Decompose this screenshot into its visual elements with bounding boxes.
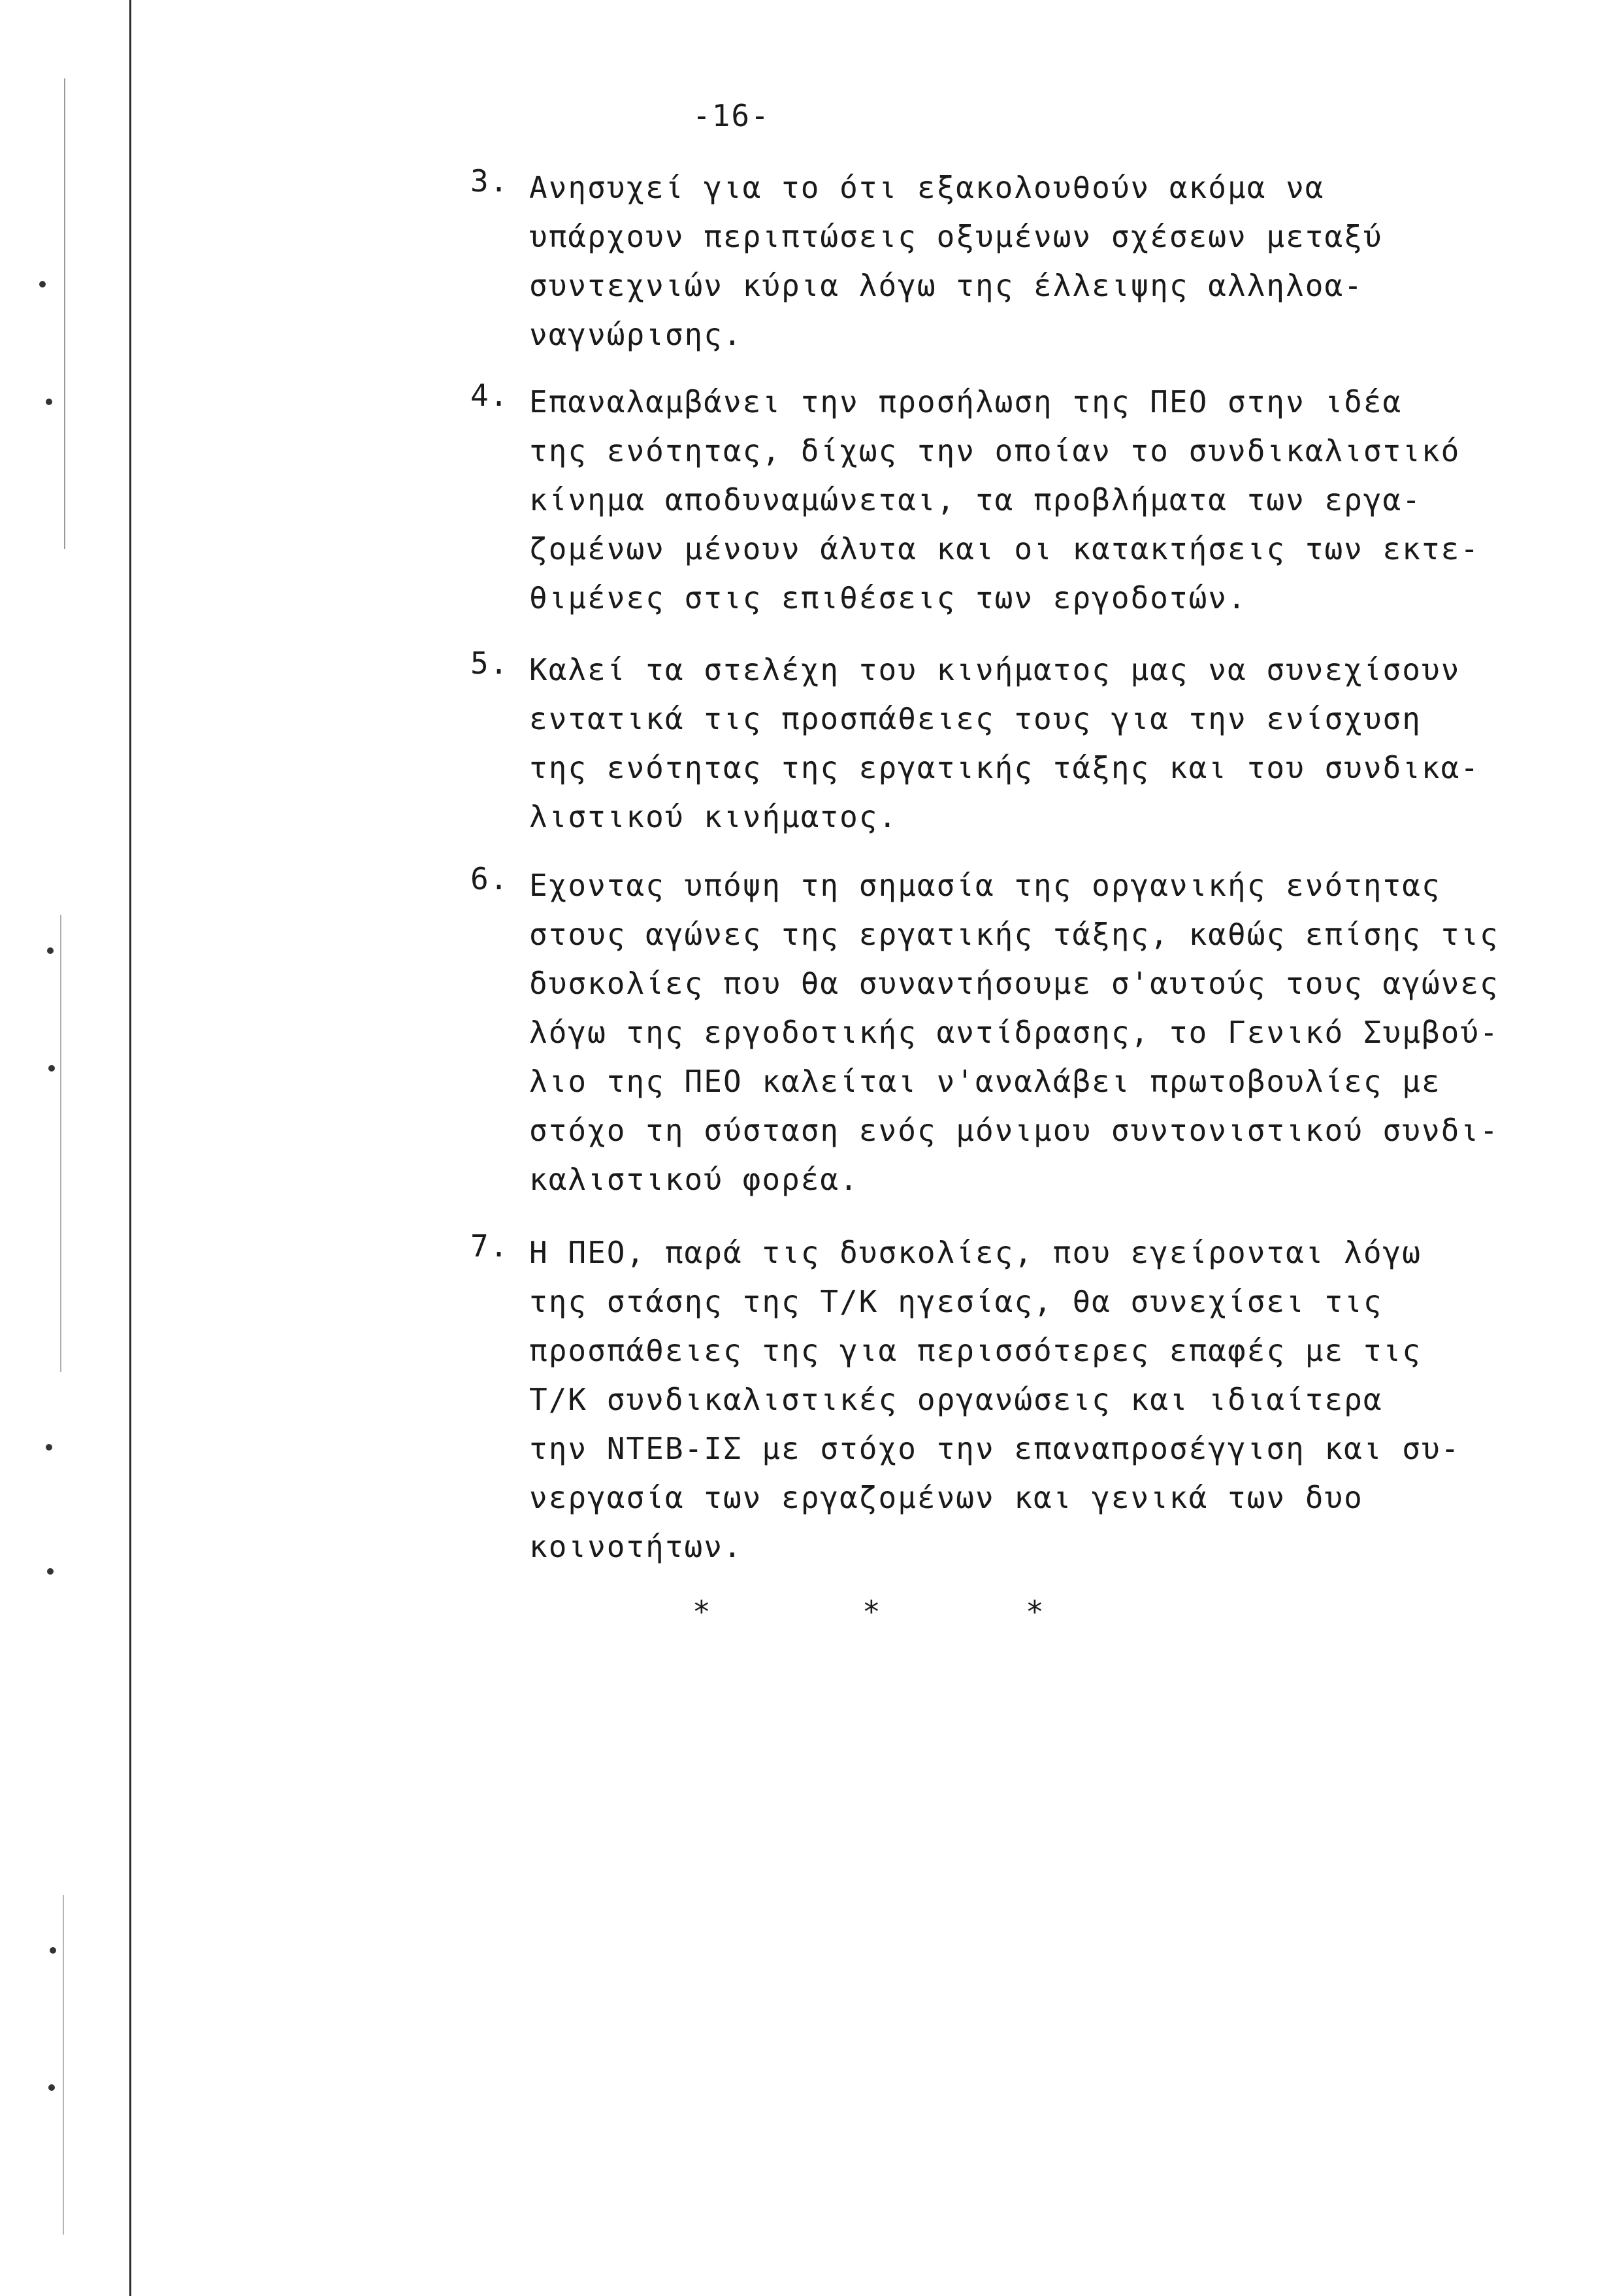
text-line: εντατικά τις προσπάθειες τους για την ενίσχυση bbox=[529, 701, 1422, 736]
scan-speck bbox=[48, 1065, 55, 1072]
text-line: Η ΠΕΟ, παρά τις δυσκολίες, που εγείρονται λόγω bbox=[529, 1235, 1422, 1270]
scan-speck bbox=[46, 399, 52, 405]
scan-speck bbox=[46, 1444, 52, 1451]
text-line: κίνημα αποδυναμώνεται, τα προβλήματα των εργα- bbox=[529, 482, 1422, 517]
text-line: καλιστικού φορέα. bbox=[529, 1162, 859, 1197]
text-line: λιστικού κινήματος. bbox=[529, 799, 898, 834]
separator-star: * bbox=[692, 1594, 711, 1630]
item-text bbox=[529, 861, 1548, 1204]
text-line: προσπάθειες της για περισσότερες επαφές με τις bbox=[529, 1333, 1422, 1368]
text-line: κοινοτήτων. bbox=[529, 1529, 743, 1564]
item-number: 6. bbox=[470, 861, 510, 896]
item-number: 3. bbox=[470, 163, 510, 199]
page-number: -16- bbox=[692, 98, 770, 133]
text-line: θιμένες στις επιθέσεις των εργοδοτών. bbox=[529, 580, 1247, 615]
text-line: λόγω της εργοδοτικής αντίδρασης, το Γενικό Συμβού- bbox=[529, 1015, 1499, 1050]
scan-artifact-line bbox=[63, 1895, 64, 2235]
item-text bbox=[529, 378, 1548, 623]
scan-artifact-line bbox=[60, 915, 61, 1372]
text-line: της στάσης της Τ/Κ ηγεσίας, θα συνεχίσει τις bbox=[529, 1284, 1383, 1319]
text-line: της ενότητας, δίχως την οποίαν το συνδικαλιστικό bbox=[529, 433, 1461, 468]
scan-speck bbox=[50, 1947, 56, 1954]
scan-speck bbox=[47, 1568, 54, 1575]
scan-speck bbox=[47, 947, 54, 954]
item-number: 4. bbox=[470, 378, 510, 413]
item-number: 5. bbox=[470, 646, 510, 681]
text-line: στους αγώνες της εργατικής τάξης, καθώς επίσης τις bbox=[529, 917, 1499, 952]
scan-speck bbox=[39, 281, 46, 287]
text-line: Ανησυχεί για το ότι εξακολουθούν ακόμα να bbox=[529, 170, 1325, 205]
binding-edge-line bbox=[129, 0, 131, 2296]
text-line: Καλεί τα στελέχη του κινήματος μας να συνεχίσουν bbox=[529, 652, 1461, 687]
separator-star: * bbox=[862, 1594, 881, 1630]
scan-speck bbox=[48, 2084, 55, 2091]
text-line: ναγνώρισης. bbox=[529, 317, 743, 352]
text-line: υπάρχουν περιπτώσεις οξυμένων σχέσεων μεταξύ bbox=[529, 219, 1383, 254]
separator-star: * bbox=[1026, 1594, 1044, 1630]
text-line: της ενότητας της εργατικής τάξης και του συνδικα- bbox=[529, 750, 1480, 785]
text-line: λιο της ΠΕΟ καλείται ν'αναλάβει πρωτοβουλίες με bbox=[529, 1064, 1441, 1099]
text-line: δυσκολίες που θα συναντήσουμε σ'αυτούς τους αγώνες bbox=[529, 966, 1499, 1001]
text-line: στόχο τη σύσταση ενός μόνιμου συντονιστικού συνδι- bbox=[529, 1113, 1499, 1148]
item-number: 7. bbox=[470, 1228, 510, 1264]
scan-artifact-line bbox=[64, 78, 65, 549]
text-line: Τ/Κ συνδικαλιστικές οργανώσεις και ιδιαίτερα bbox=[529, 1382, 1383, 1417]
text-line: συντεχνιών κύρια λόγω της έλλειψης αλληλοα- bbox=[529, 268, 1363, 303]
item-text bbox=[529, 646, 1548, 842]
text-line: Επαναλαμβάνει την προσήλωση της ΠΕΟ στην ιδέα bbox=[529, 384, 1403, 419]
item-text bbox=[529, 1228, 1548, 1571]
text-line: Εχοντας υπόψη τη σημασία της οργανικής ενότητας bbox=[529, 868, 1441, 903]
text-line: την ΝΤΕΒ-ΙΣ με στόχο την επαναπροσέγγιση και συ- bbox=[529, 1431, 1461, 1466]
item-text bbox=[529, 163, 1548, 359]
text-line: νεργασία των εργαζομένων και γενικά των δυο bbox=[529, 1480, 1363, 1515]
text-line: ζομένων μένουν άλυτα και οι κατακτήσεις των εκτε- bbox=[529, 531, 1480, 566]
